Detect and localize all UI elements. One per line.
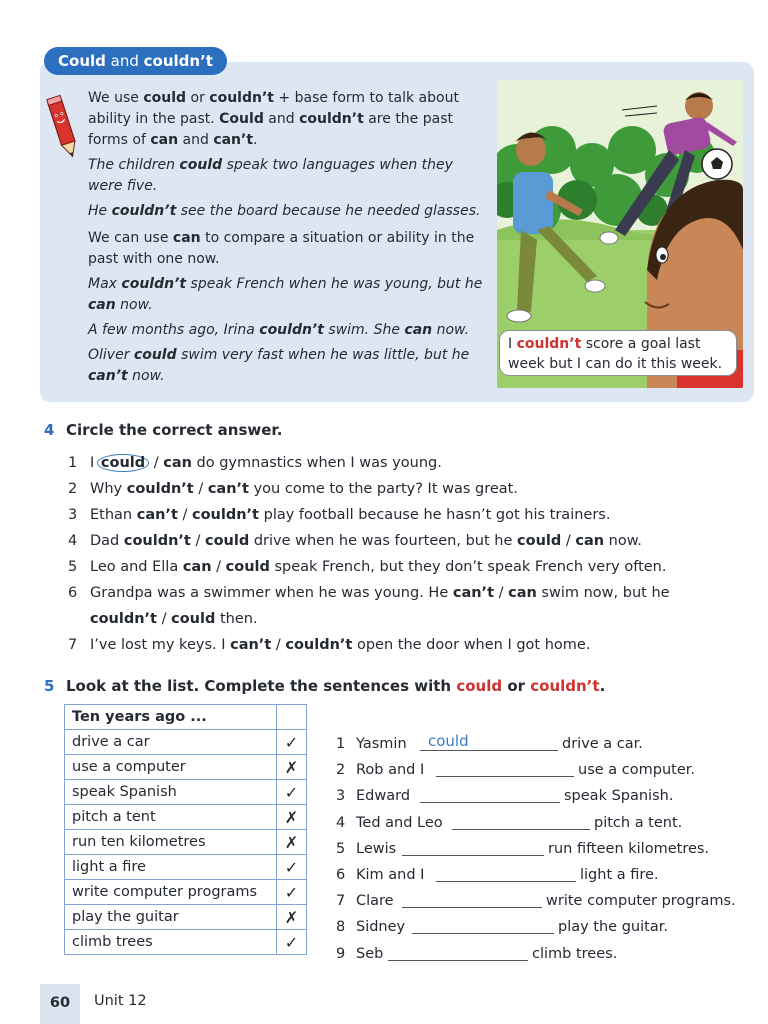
answer-blank[interactable] (388, 960, 528, 961)
sentence-row: 5 Lewis run fifteen kilometres. (336, 840, 710, 857)
check-mark: ✓ (277, 780, 307, 805)
answer-text: could (428, 732, 469, 750)
table-row: speak Spanish ✓ (65, 780, 307, 805)
list-item[interactable]: 6 Grandpa was a swimmer when he was young. He can’t / can swim now, but he couldn’t / could then. (68, 585, 670, 627)
check-mark: ✓ (277, 855, 307, 880)
list-item[interactable]: 7 I’ve lost my keys. I can’t / couldn’t open the door when I got home. (68, 637, 591, 653)
sentence-row: 1 Yasmin could drive a car. (336, 731, 756, 757)
answer-blank[interactable] (436, 881, 576, 882)
unit-label: Unit 12 (94, 993, 147, 1009)
answer-blank[interactable] (420, 802, 560, 803)
table-header-row: Ten years ago ... (65, 705, 307, 730)
table-row: climb trees ✓ (65, 930, 307, 955)
exercise-5-sentences (336, 731, 756, 967)
example-3: Max couldn’t speak French when he was young, but he can now. (88, 276, 483, 313)
cross-mark: ✗ (277, 905, 307, 930)
check-mark: ✓ (277, 880, 307, 905)
answer-blank[interactable] (402, 907, 542, 908)
grammar-rules (88, 88, 488, 391)
example-5: Oliver could swim very fast when he was little, but he can’t now. (88, 347, 470, 384)
answer-blank[interactable] (452, 829, 590, 830)
grammar-title: Could and couldn’t (44, 47, 227, 75)
example-2: He couldn’t see the board because he needed glasses. (88, 203, 481, 219)
sentence-row: 7 Clare write computer programs. (336, 893, 736, 910)
circled-answer: could (97, 454, 149, 472)
list-item[interactable]: 1 I could / can do gymnastics when I was young. (68, 455, 442, 471)
sentence-row: 6 Kim and I light a fire. (336, 866, 659, 883)
example-1: The children could speak two languages when they were five. (88, 157, 453, 194)
answer-blank[interactable] (412, 933, 554, 934)
list-item[interactable]: 5 Leo and Ella can / could speak French, but they don’t speak French very often. (68, 559, 667, 575)
speech-bubble: I couldn’t score a goal last week but I can do it this week. (499, 330, 737, 376)
sentence-row: 8 Sidney play the guitar. (336, 919, 668, 936)
sentence-row: 3 Edward speak Spanish. (336, 788, 674, 805)
rule-1: We use could or couldn’t + base form to talk about ability in the past. Could and couldn’t are the past forms of can and can’t. (88, 90, 459, 148)
check-mark: ✓ (277, 730, 307, 755)
list-item[interactable]: 4 Dad couldn’t / could drive when he was fourteen, but he could / can now. (68, 533, 642, 549)
table-row: run ten kilometres ✗ (65, 830, 307, 855)
ten-years-ago-table (64, 704, 307, 955)
sentence-row: 9 Seb climb trees. (336, 945, 618, 962)
rule-2: We can use can to compare a situation or ability in the past with one now. (88, 230, 475, 267)
page-number: 60 (40, 984, 80, 1024)
list-item[interactable]: 2 Why couldn’t / can’t you come to the party? It was great. (68, 481, 518, 497)
table-row: light a fire ✓ (65, 855, 307, 880)
table-row: drive a car ✓ (65, 730, 307, 755)
cross-mark: ✗ (277, 755, 307, 780)
answer-blank[interactable] (402, 855, 544, 856)
cross-mark: ✗ (277, 830, 307, 855)
table-row: use a computer ✗ (65, 755, 307, 780)
sentence-row: 2 Rob and I use a computer. (336, 762, 695, 779)
exercise-5-heading: 5 Look at the list. Complete the sentences with could or couldn’t. (44, 677, 606, 695)
cross-mark: ✗ (277, 805, 307, 830)
exercise-4-heading: 4 Circle the correct answer. (44, 421, 283, 439)
sentence-row: 4 Ted and Leo pitch a tent. (336, 814, 683, 831)
table-row: pitch a tent ✗ (65, 805, 307, 830)
check-mark: ✓ (277, 930, 307, 955)
table-row: play the guitar ✗ (65, 905, 307, 930)
list-item[interactable]: 3 Ethan can’t / couldn’t play football because he hasn’t got his trainers. (68, 507, 611, 523)
pencil-icon (46, 92, 80, 162)
answer-blank[interactable] (436, 776, 574, 777)
table-row: write computer programs ✓ (65, 880, 307, 905)
example-4: A few months ago, Irina couldn’t swim. She can now. (88, 322, 470, 338)
exercise-4-list (68, 450, 748, 658)
